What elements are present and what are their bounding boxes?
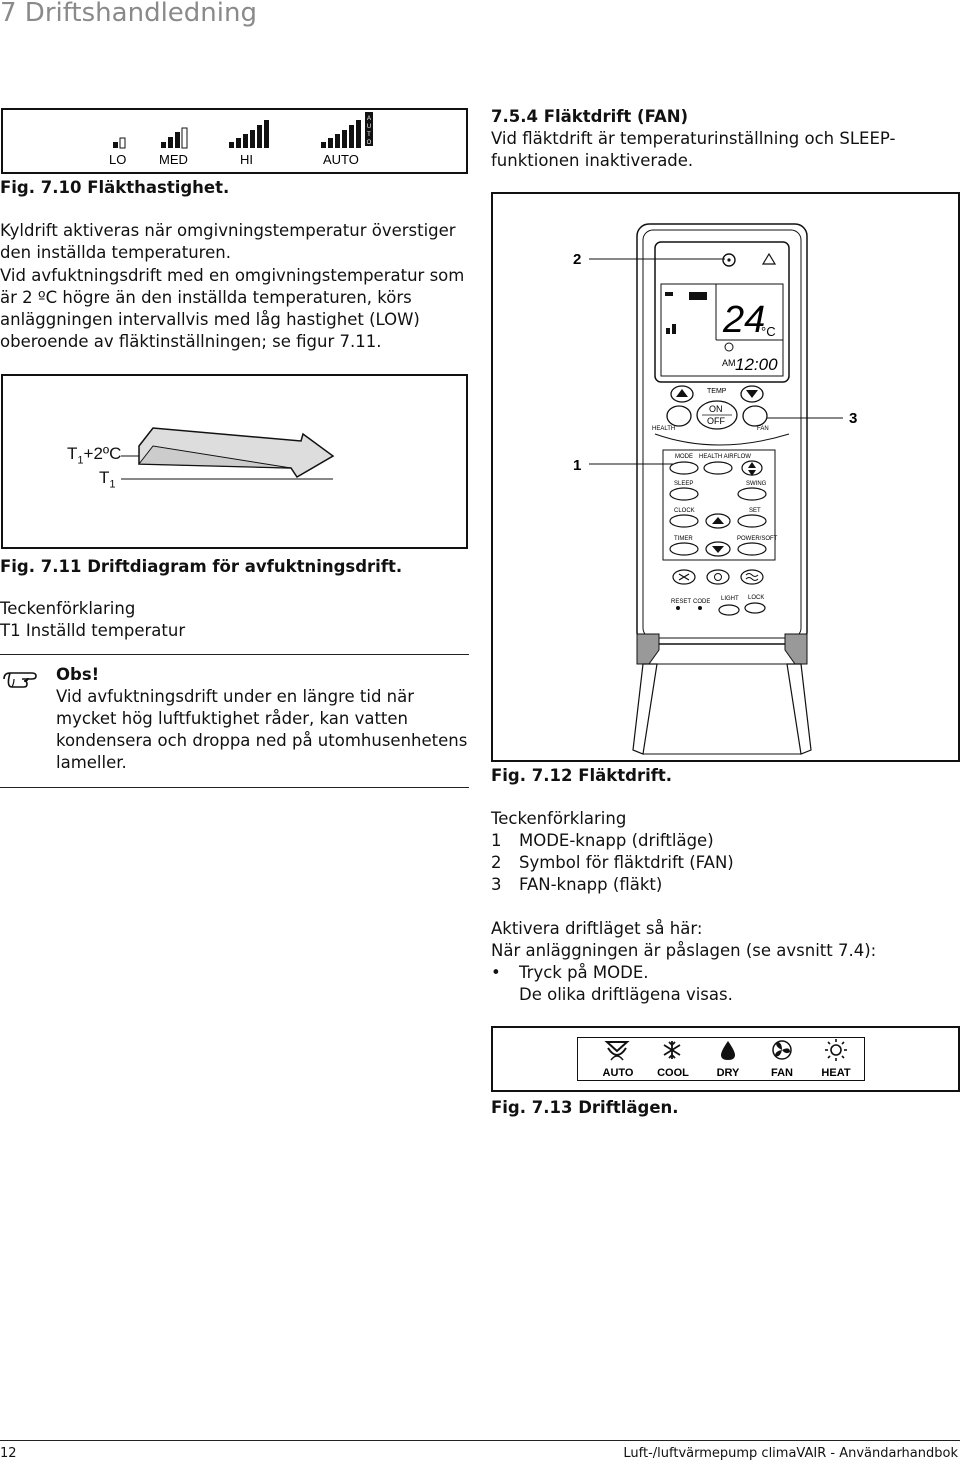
snowflake-icon [664, 1041, 680, 1059]
mode-dry-label: DRY [716, 1067, 740, 1079]
auto-icon [607, 1042, 627, 1060]
sleep-label: SLEEP [674, 481, 694, 487]
note-text: Vid avfuktningsdrift under en längre tid när mycket hög luftfuktighet råder, kan vatten kondensera och droppa ned på utomhusenhetens lameller. [56, 687, 468, 772]
activate-intro: Aktivera driftläget så här: [491, 919, 703, 938]
note-bottom-rule [0, 787, 469, 788]
legend712-row-1 [491, 830, 714, 852]
page-number: 12 [0, 1446, 17, 1461]
reset-button[interactable] [676, 606, 680, 610]
activate-step-1: Tryck på MODE. [519, 963, 649, 982]
reset-label: RESET [671, 599, 692, 605]
code-button[interactable] [698, 606, 702, 610]
activate-condition: När anläggningen är påslagen (se avsnitt 7.4): [491, 941, 877, 960]
note-title: Obs! [56, 665, 100, 684]
legend712-text: MODE-knapp (driftläge) [519, 831, 714, 850]
timer-label: TIMER [674, 536, 693, 542]
level-hi: HI [240, 152, 253, 167]
med-bars-icon [161, 128, 187, 148]
mode-button[interactable] [670, 462, 698, 474]
cycle-arrow-icon [139, 428, 333, 477]
fan-label: FAN [757, 426, 769, 432]
legend711-item: T1 Inställd temperatur [0, 621, 186, 640]
legend712-num: 2 [491, 853, 502, 872]
code-label: CODE [693, 599, 711, 605]
lo-bars-icon [113, 138, 125, 148]
timer-button[interactable] [670, 543, 698, 555]
legend712-heading: Teckenförklaring [491, 809, 627, 828]
svg-text:U: U [366, 124, 372, 130]
sleep-button[interactable] [670, 488, 698, 500]
display-temperature: 24 [723, 299, 766, 341]
heat-wave-small-icon[interactable] [741, 570, 763, 584]
mode-cool-label: COOL [657, 1067, 689, 1079]
health-airflow-button[interactable] [704, 462, 732, 474]
callout-2: 2 [573, 251, 582, 268]
fan-speed-figure [1, 108, 468, 174]
health-airflow-label: HEALTH AIRFLOW [699, 454, 751, 460]
legend712-row-2 [491, 852, 734, 874]
on-label: ON [709, 404, 723, 414]
svg-text:O: O [366, 140, 372, 146]
callout-3: 3 [849, 410, 858, 427]
activate-step-2: De olika driftlägena visas. [519, 985, 733, 1004]
health-button[interactable] [667, 406, 691, 426]
t1-lower-subscript: 1 [109, 478, 116, 491]
fig712-caption: Fig. 7.12 Fläktdrift. [491, 766, 673, 785]
display-ampm: AM [722, 358, 736, 368]
section-heading: 7.5.4 Fläktdrift (FAN) [491, 107, 689, 126]
swing-button[interactable] [738, 488, 766, 500]
legend712-text: FAN-knapp (fläkt) [519, 875, 663, 894]
temp-label: TEMP [707, 388, 727, 395]
svg-text:A: A [366, 116, 372, 122]
activate-step-row [491, 962, 649, 984]
health-label: HEALTH [652, 426, 676, 432]
dehumidify-paragraph: Vid avfuktningsdrift med en omgivningstemperatur som är 2 ºC högre än den inställda temperaturen, körs anläggningen intervallvis med låg hastighet (LOW) oberoende av fläktinställningen; se figur 7.11. [0, 266, 465, 351]
sun-icon [825, 1039, 847, 1061]
lock-label: LOCK [748, 595, 765, 601]
mode-label: MODE [675, 454, 693, 460]
remote-holder-graphic [633, 634, 811, 754]
legend712-text: Symbol för fläktdrift (FAN) [519, 853, 734, 872]
droplet-icon [721, 1041, 735, 1060]
t1-lower-label: T [99, 468, 110, 487]
set-label: SET [749, 508, 761, 514]
pointing-hand-icon [2, 667, 40, 695]
display-unit: °C [761, 324, 776, 339]
t1-upper-label: T [67, 444, 78, 463]
bullet: • [491, 963, 501, 982]
off-label: OFF [707, 416, 725, 426]
modes-strip [577, 1037, 865, 1081]
light-button[interactable] [719, 605, 739, 615]
level-auto: AUTO [323, 152, 359, 167]
power-soft-button[interactable] [738, 543, 766, 555]
legend711-heading: Teckenförklaring [0, 599, 136, 618]
set-button[interactable] [738, 515, 766, 527]
mode-heat-label: HEAT [821, 1067, 851, 1079]
legend712-row-3 [491, 874, 662, 896]
fan-button[interactable] [743, 406, 767, 426]
lock-button[interactable] [745, 603, 765, 613]
footer-product: Luft-/luftvärmepump climaVAIR - Användarhandbok [623, 1446, 958, 1461]
power-soft-label: POWER/SOFT [737, 536, 778, 542]
mode-auto-label: AUTO [602, 1067, 634, 1079]
svg-text:T: T [367, 132, 371, 138]
mode-fan-label: FAN [771, 1067, 793, 1079]
fan-icon [773, 1041, 791, 1059]
fan-speed-bars-graphic [3, 110, 466, 172]
remote-control-graphic [493, 194, 958, 760]
remote-figure [491, 192, 960, 762]
footer-rule [0, 1440, 960, 1441]
clock-button[interactable] [670, 515, 698, 527]
clock-label: CLOCK [674, 508, 695, 514]
fan-mode-small-icon[interactable] [707, 570, 729, 584]
level-med: MED [159, 152, 188, 167]
cooling-paragraph: Kyldrift aktiveras när omgivningstemperatur överstiger den inställda temperaturen. [0, 221, 456, 262]
t1-upper-offset: +2ºC [83, 444, 122, 463]
operating-modes-figure [491, 1026, 960, 1092]
fig710-caption: Fig. 7.10 Fläkthastighet. [0, 178, 230, 197]
auto-letters-icon [365, 112, 373, 146]
light-label: LIGHT [721, 596, 739, 602]
legend712-num: 1 [491, 831, 502, 850]
display-time: 12:00 [735, 355, 778, 374]
chapter-title: 7 Driftshandledning [0, 0, 257, 28]
dehumidify-diagram [1, 374, 468, 549]
swing-label: SWING [746, 481, 767, 487]
callout-1: 1 [573, 457, 582, 474]
hi-bars-icon [229, 120, 269, 148]
note-top-rule [0, 654, 469, 655]
auto-bars-icon [321, 120, 361, 148]
fig711-caption: Fig. 7.11 Driftdiagram för avfuktningsdrift. [0, 557, 403, 576]
legend712-num: 3 [491, 875, 502, 894]
section-text: Vid fläktdrift är temperaturinställning och SLEEP-funktionen inaktiverade. [491, 129, 896, 170]
t1-upper-subscript: 1 [77, 454, 84, 467]
level-lo: LO [109, 152, 127, 167]
fig713-caption: Fig. 7.13 Driftlägen. [491, 1098, 679, 1117]
